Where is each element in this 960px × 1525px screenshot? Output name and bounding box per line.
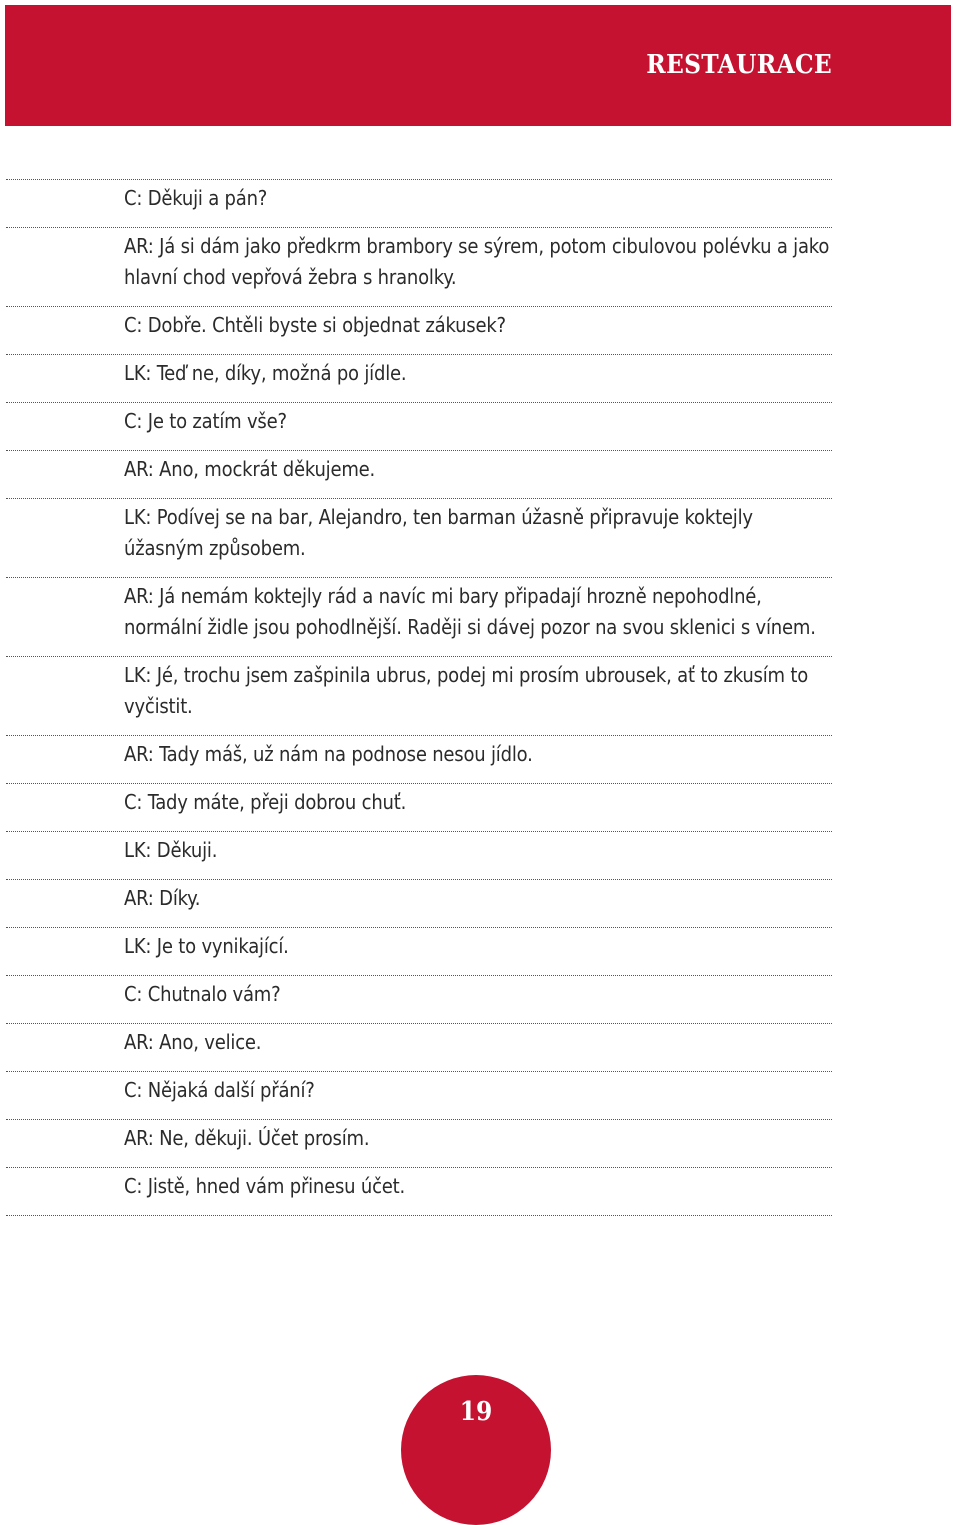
dialogue-line [6,879,832,927]
dialogue-line [6,354,832,402]
dialogue-line-text: AR: Ne, děkuji. Účet prosím. [124,1126,370,1150]
dialogue-line [6,498,832,577]
dialogue-line [6,227,832,306]
dialogue-line-text: C: Tady máte, přeji dobrou chuť. [124,790,407,814]
dialogue-line [6,975,832,1023]
dialogue-line [6,1119,832,1167]
dialogue-line-text: LK: Podívej se na bar, Alejandro, ten barman úžasně připravuje koktejly úžasným způsobem. [124,505,753,560]
dialogue-line [6,179,832,227]
dialogue-line-text: C: Je to zatím vše? [124,409,287,433]
dialogue-line-text: C: Nějaká další přání? [124,1078,315,1102]
dialogue-line-text: LK: Je to vynikající. [124,934,289,958]
dialogue-list [6,179,832,1216]
dialogue-line-text: LK: Děkuji. [124,838,218,862]
section-header-banner [5,5,951,126]
dialogue-line-text: C: Dobře. Chtěli byste si objednat zákusek? [124,313,506,337]
dialogue-line-text: AR: Ano, mockrát děkujeme. [124,457,376,481]
dialogue-line [6,783,832,831]
dialogue-line-text: AR: Ano, velice. [124,1030,262,1054]
dialogue-line [6,831,832,879]
dialogue-line-text: C: Děkuji a pán? [124,186,268,210]
page-number-badge [401,1375,551,1525]
dialogue-line [6,402,832,450]
dialogue-line-text: AR: Tady máš, už nám na podnose nesou jídlo. [124,742,533,766]
dialogue-line [6,577,832,656]
dialogue-line-text: AR: Já si dám jako předkrm brambory se sýrem, potom cibulovou polévku a jako hlavní chod vepřová žebra s hranolky. [124,234,830,289]
dialogue-line [6,656,832,735]
dialogue-line [6,450,832,498]
dialogue-line-text: C: Jistě, hned vám přinesu účet. [124,1174,406,1198]
section-title: RESTAURACE [646,50,832,80]
dialogue-line-text: AR: Díky. [124,886,201,910]
dialogue-line [6,1023,832,1071]
dialogue-line-text: LK: Teď ne, díky, možná po jídle. [124,361,407,385]
dialogue-line [6,927,832,975]
dialogue-line-text: C: Chutnalo vám? [124,982,281,1006]
dialogue-line-text: AR: Já nemám koktejly rád a navíc mi bary připadají hrozně nepohodlné, normální židle jsou pohodlnější. Raději si dávej pozor na svou sklenici s vínem. [124,584,816,639]
dialogue-line [6,1167,832,1216]
dialogue-line [6,1071,832,1119]
dialogue-line-text: LK: Jé, trochu jsem zašpinila ubrus, podej mi prosím ubrousek, ať to zkusím to vyčistit. [124,663,809,718]
dialogue-line [6,306,832,354]
dialogue-line [6,735,832,783]
page-number: 19 [459,1397,493,1427]
